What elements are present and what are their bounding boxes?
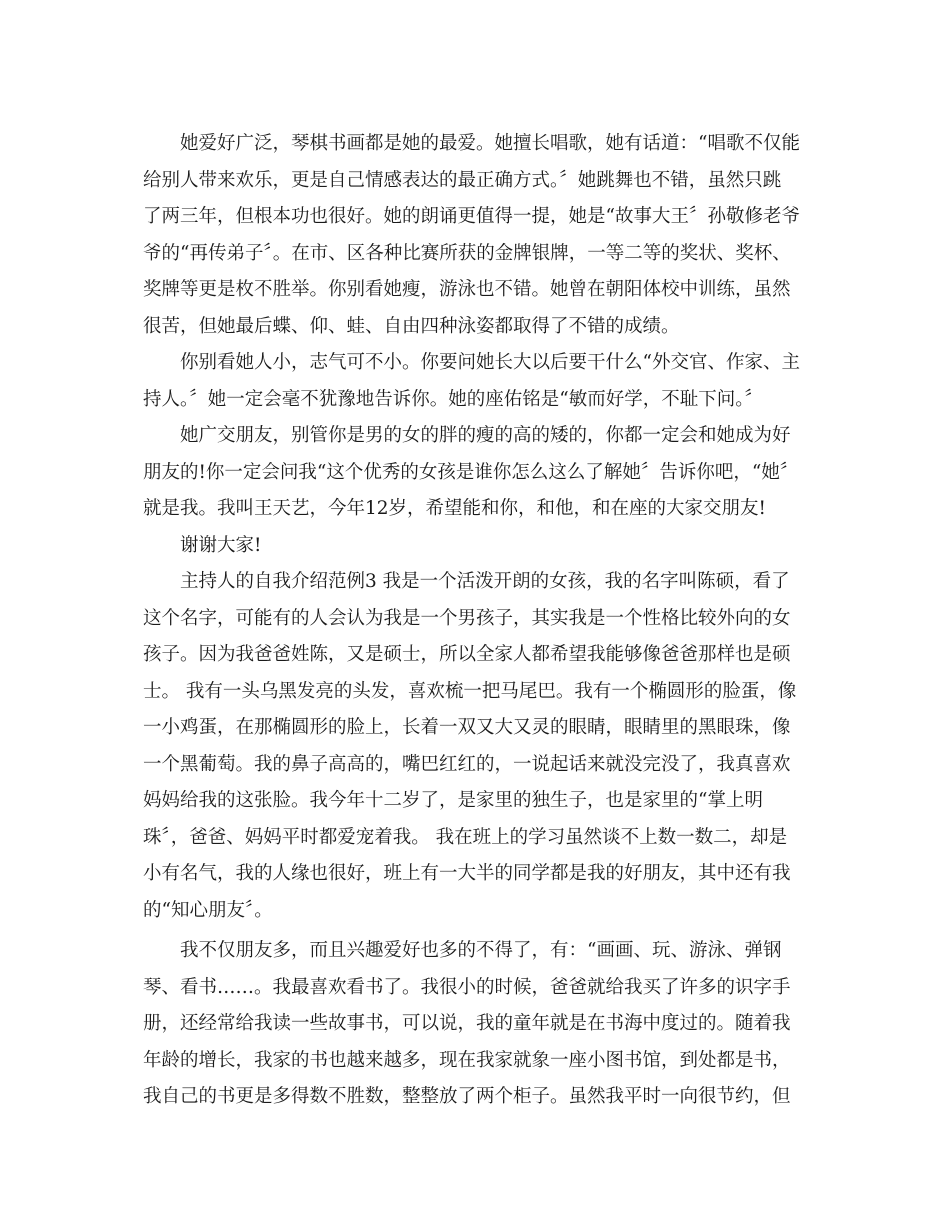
paragraph-line: 给别人带来欢乐，更是自己情感表达的最正确方式。〞她跳舞也不错，虽然只跳 [143,169,782,191]
body-text [143,126,808,1116]
paragraph-line: 这个名字，可能有的人会认为我是一个男孩子，其实我是一个性格比较外向的女 [143,607,791,629]
paragraph-line: 她爱好广泛，琴棋书画都是她的最爱。她擅长唱歌，她有话道：“唱歌不仅能 [180,133,800,154]
paragraph-line: 的“知心朋友〞。 [143,899,273,921]
paragraph-line: 一小鸡蛋，在那椭圆形的脸上，长着一双又大又灵的眼睛，眼睛里的黑眼珠，像 [143,717,791,738]
paragraph-line: 就是我。我叫王天艺，今年12岁，希望能和你，和他，和在座的大家交朋友! [143,498,766,519]
paragraph-line: 谢谢大家! [180,534,262,556]
paragraph-line: 朋友的!你一定会问我“这个优秀的女孩是谁你怎么这么了解她〞告诉你吧，“她〞 [143,461,799,483]
paragraph-line: 她广交朋友，别管你是男的女的胖的瘦的高的矮的，你都一定会和她成为好 [180,425,791,446]
paragraph-line: 士。 我有一头乌黑发亮的头发，喜欢梳一把马尾巴。我有一个椭圆形的脸蛋，像 [143,680,797,702]
paragraph-line: 一个黑葡萄。我的鼻子高高的，嘴巴红红的，一说起话来就没完没了，我真喜欢 [143,753,791,775]
paragraph-line: 册，还经常给我读一些故事书，可以说，我的童年就是在书海中度过的。随着我 [143,1013,791,1034]
paragraph-line: 主持人的自我介绍范例3 我是一个活泼开朗的女孩，我的名字叫陈硕，看了 [180,571,790,592]
paragraph-line: 了两三年，但根本功也很好。她的朗诵更值得一提，她是“故事大王〞孙敬修老爷 [143,206,800,227]
paragraph-line: 年龄的增长，我家的书也越来越多，现在我家就象一座小图书馆，到处都是书， [143,1049,791,1071]
paragraph-line: 妈妈给我的这张脸。我今年十二岁了，是家里的独生子，也是家里的“掌上明 [143,790,763,811]
paragraph-line: 爷的“再传弟子〞。在市、区各种比赛所获的金牌银牌，一等二等的奖状、奖杯、 [143,242,791,264]
paragraph-line: 孩子。因为我爸爸姓陈，又是硕士，所以全家人都希望我能够像爸爸那样也是硕 [143,644,791,665]
paragraph-line: 你别看她人小，志气可不小。你要问她长大以后要干什么“外交官、作家、主 [180,352,800,373]
paragraph-line: 我不仅朋友多，而且兴趣爱好也多的不得了，有：“画画、玩、游泳、弹钢 [180,940,782,961]
paragraph-line: 我自己的书更是多得数不胜数，整整放了两个柜子。虽然我平时一向很节约，但 [143,1086,791,1107]
paragraph-line: 持人。〞她一定会毫不犹豫地告诉你。她的座佑铭是“敏而好学，不耻下问。〞 [143,388,763,410]
paragraph-line: 奖牌等更是枚不胜举。你别看她瘦，游泳也不错。她曾在朝阳体校中训练，虽然 [143,279,791,300]
paragraph-line: 琴、看书……。我最喜欢看书了。我很小的时候，爸爸就给我买了许多的识字手 [143,976,791,998]
paragraph-line: 小有名气，我的人缘也很好，班上有一大半的同学都是我的好朋友，其中还有我 [143,863,791,884]
paragraph-line: 很苦，但她最后蝶、仰、蛙、自由四种泳姿都取得了不错的成绩。 [143,315,680,337]
paragraph-line: 珠〞，爸爸、妈妈平时都爱宠着我。 我在班上的学习虽然谈不上数一数二，却是 [143,826,788,848]
